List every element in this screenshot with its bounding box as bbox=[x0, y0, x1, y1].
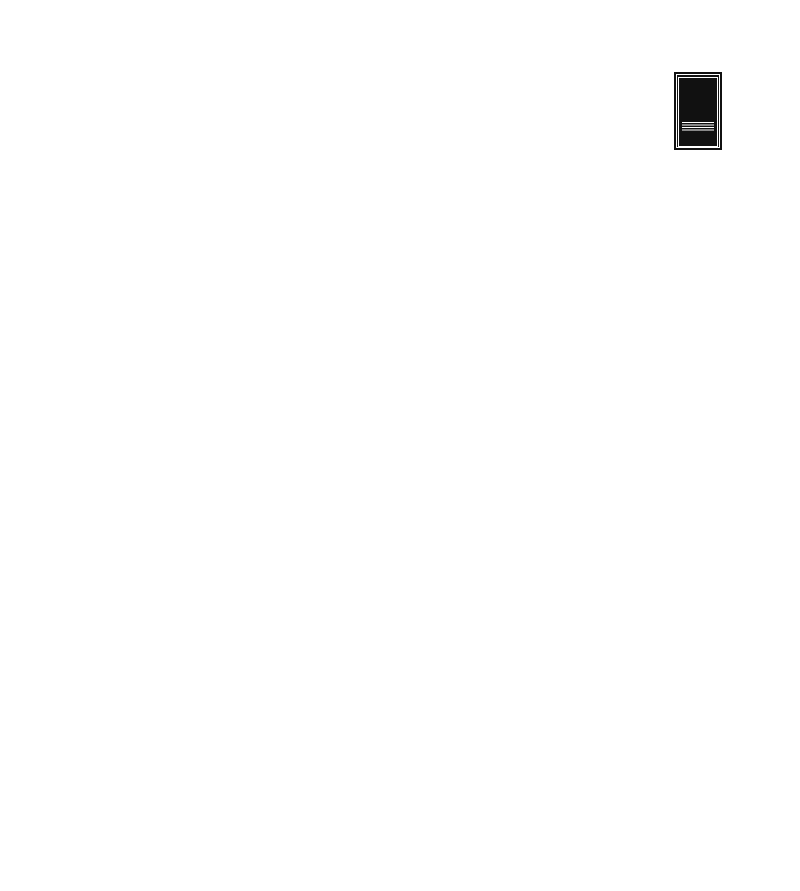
logo-frame bbox=[678, 77, 718, 147]
book-cover-logo bbox=[674, 72, 722, 150]
logo-stripes-decoration bbox=[682, 122, 714, 132]
